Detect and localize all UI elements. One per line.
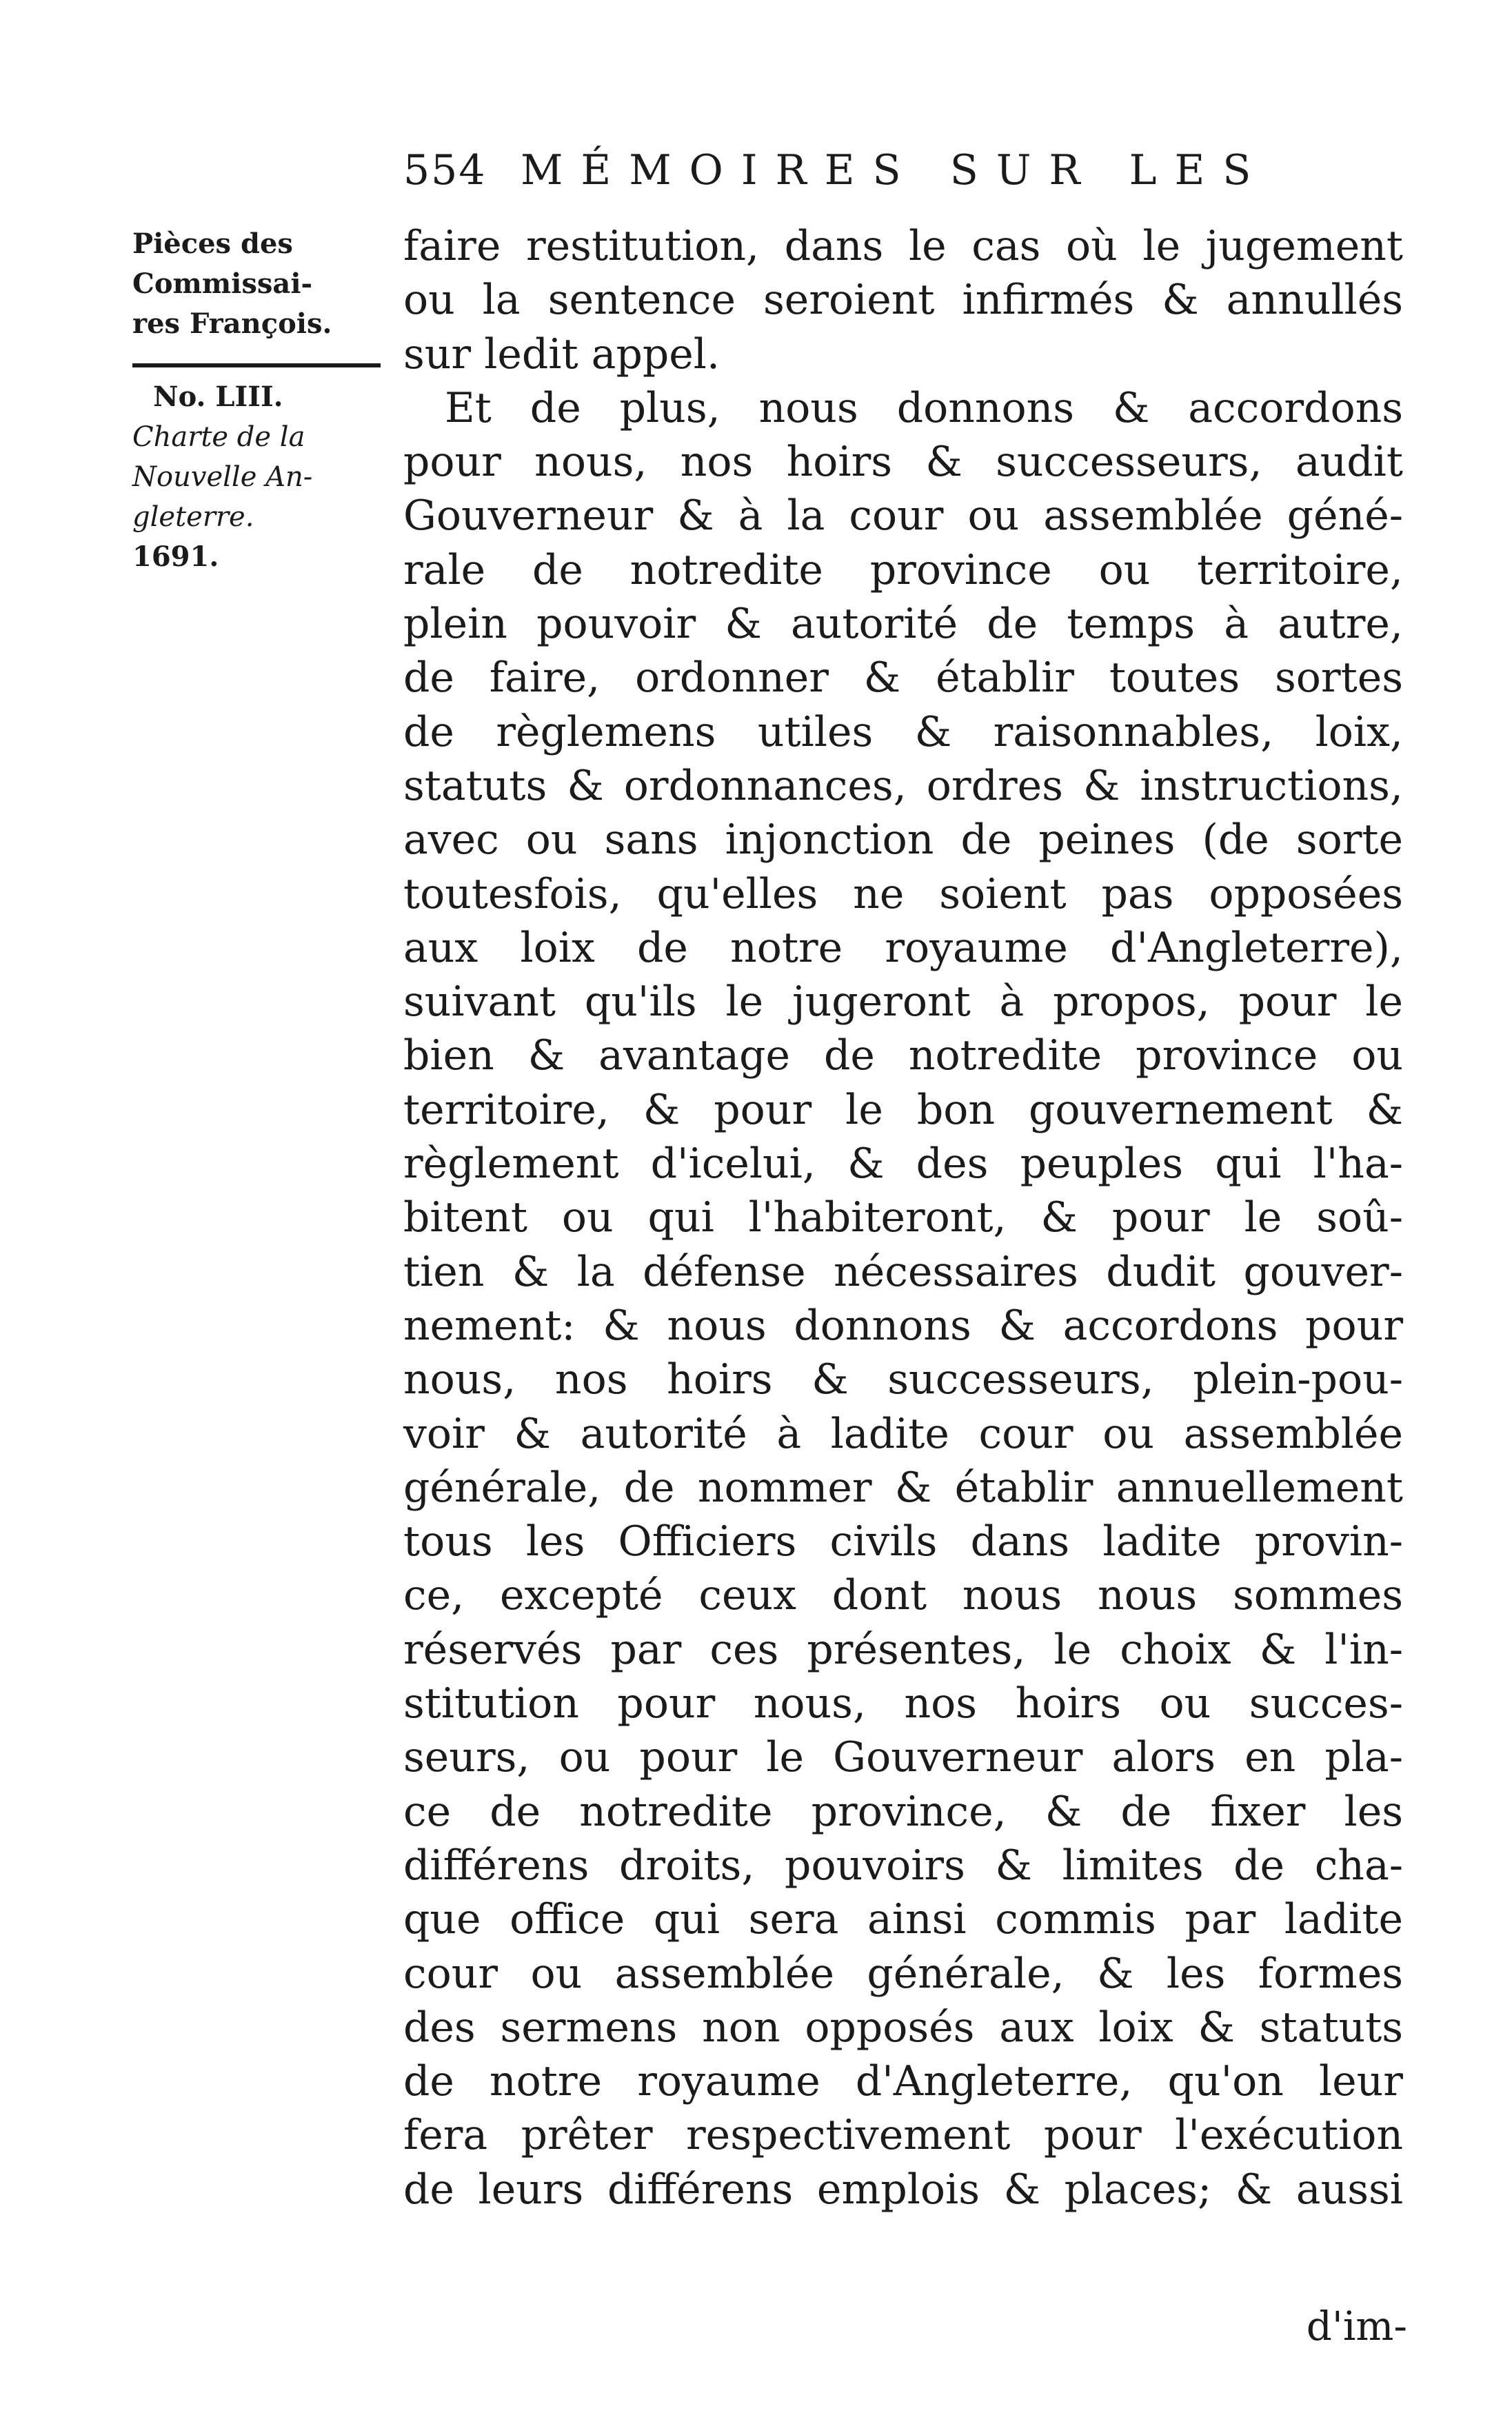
text-line: ce de notredite province, & de fixer les [403,1787,1403,1836]
text-line: aux loix de notre royaume d'Angleterre), [403,923,1403,972]
text-line: pour nous, nos hoirs & successeurs, audit [403,438,1403,487]
text-line: réservés par ces présentes, le choix & l'in- [403,1625,1403,1674]
margin-source-line: res François. [132,307,332,340]
text-line: statuts & ordonnances, ordres & instructions, [403,761,1403,810]
text-line: stitution pour nous, nos hoirs ou succes- [403,1679,1403,1728]
running-title: MÉMOIRES SUR LES [521,146,1269,194]
text-line: cour ou assemblée générale, & les formes [403,1949,1403,1998]
text-line: seurs, ou pour le Gouverneur alors en pla- [403,1733,1403,1782]
margin-document-number: No. LIII. [153,381,283,413]
text-line: générale, de nommer & établir annuellement [403,1463,1403,1512]
text-line: différens droits, pouvoirs & limites de cha- [403,1841,1403,1890]
text-line: bitent ou qui l'habiteront, & pour le soû- [403,1193,1403,1242]
text-line: suivant qu'ils le jugeront à propos, pour le [403,978,1403,1027]
text-line: faire restitution, dans le cas où le jugement [403,222,1403,270]
text-line: bien & avantage de notredite province ou [403,1031,1403,1080]
margin-year: 1691. [132,541,219,573]
text-line: Gouverneur & à la cour ou assemblée géné- [403,492,1403,541]
body-text [403,219,1403,2216]
page-number: 554 [403,146,487,194]
text-line: Et de plus, nous donnons & accordons [445,383,1403,432]
text-line: rale de notredite province ou territoire, [403,545,1403,594]
text-line: sur ledit appel. [403,330,720,378]
margin-source-line: Commissai- [132,267,313,300]
margin-source-line: Pièces des [132,228,293,260]
text-line: nement: & nous donnons & accordons pour [403,1301,1403,1350]
running-header [403,146,1396,194]
text-line: ce, excepté ceux dont nous nous sommes [403,1571,1403,1620]
text-line: avec ou sans injonction de peines (de sorte [403,816,1403,865]
text-line: nous, nos hoirs & successeurs, plein-pou- [403,1355,1403,1404]
margin-title-line: gleterre. [132,501,254,533]
text-line: voir & autorité à ladite cour ou assemblée [403,1409,1403,1458]
text-line: des sermens non opposés aux loix & statuts [403,2003,1403,2052]
text-line: toutesfois, qu'elles ne soient pas opposées [403,869,1403,918]
text-line: de règlemens utiles & raisonnables, loix, [403,707,1403,756]
text-line: de faire, ordonner & établir toutes sortes [403,654,1403,703]
text-line: de notre royaume d'Angleterre, qu'on leur [403,2057,1403,2106]
text-line: tien & la défense nécessaires dudit gouver- [403,1247,1403,1296]
catchword: d'im- [1306,2303,1407,2350]
margin-divider [132,363,381,367]
text-line: plein pouvoir & autorité de temps à autre, [403,600,1403,649]
margin-title-line: Nouvelle An- [132,461,313,493]
text-line: territoire, & pour le bon gouvernement & [403,1085,1403,1134]
margin-notes [132,224,408,577]
text-line: que office qui sera ainsi commis par ladite [403,1895,1403,1944]
text-line: tous les Officiers civils dans ladite provin- [403,1517,1403,1566]
text-line: règlement d'icelui, & des peuples qui l'ha- [403,1140,1403,1189]
text-line: ou la sentence seroient infirmés & annullés [403,276,1403,325]
text-line: fera prêter respectivement pour l'exécution [403,2111,1403,2160]
text-line: de leurs différens emplois & places; & aussi [403,2165,1403,2214]
margin-title-line: Charte de la [132,421,305,453]
